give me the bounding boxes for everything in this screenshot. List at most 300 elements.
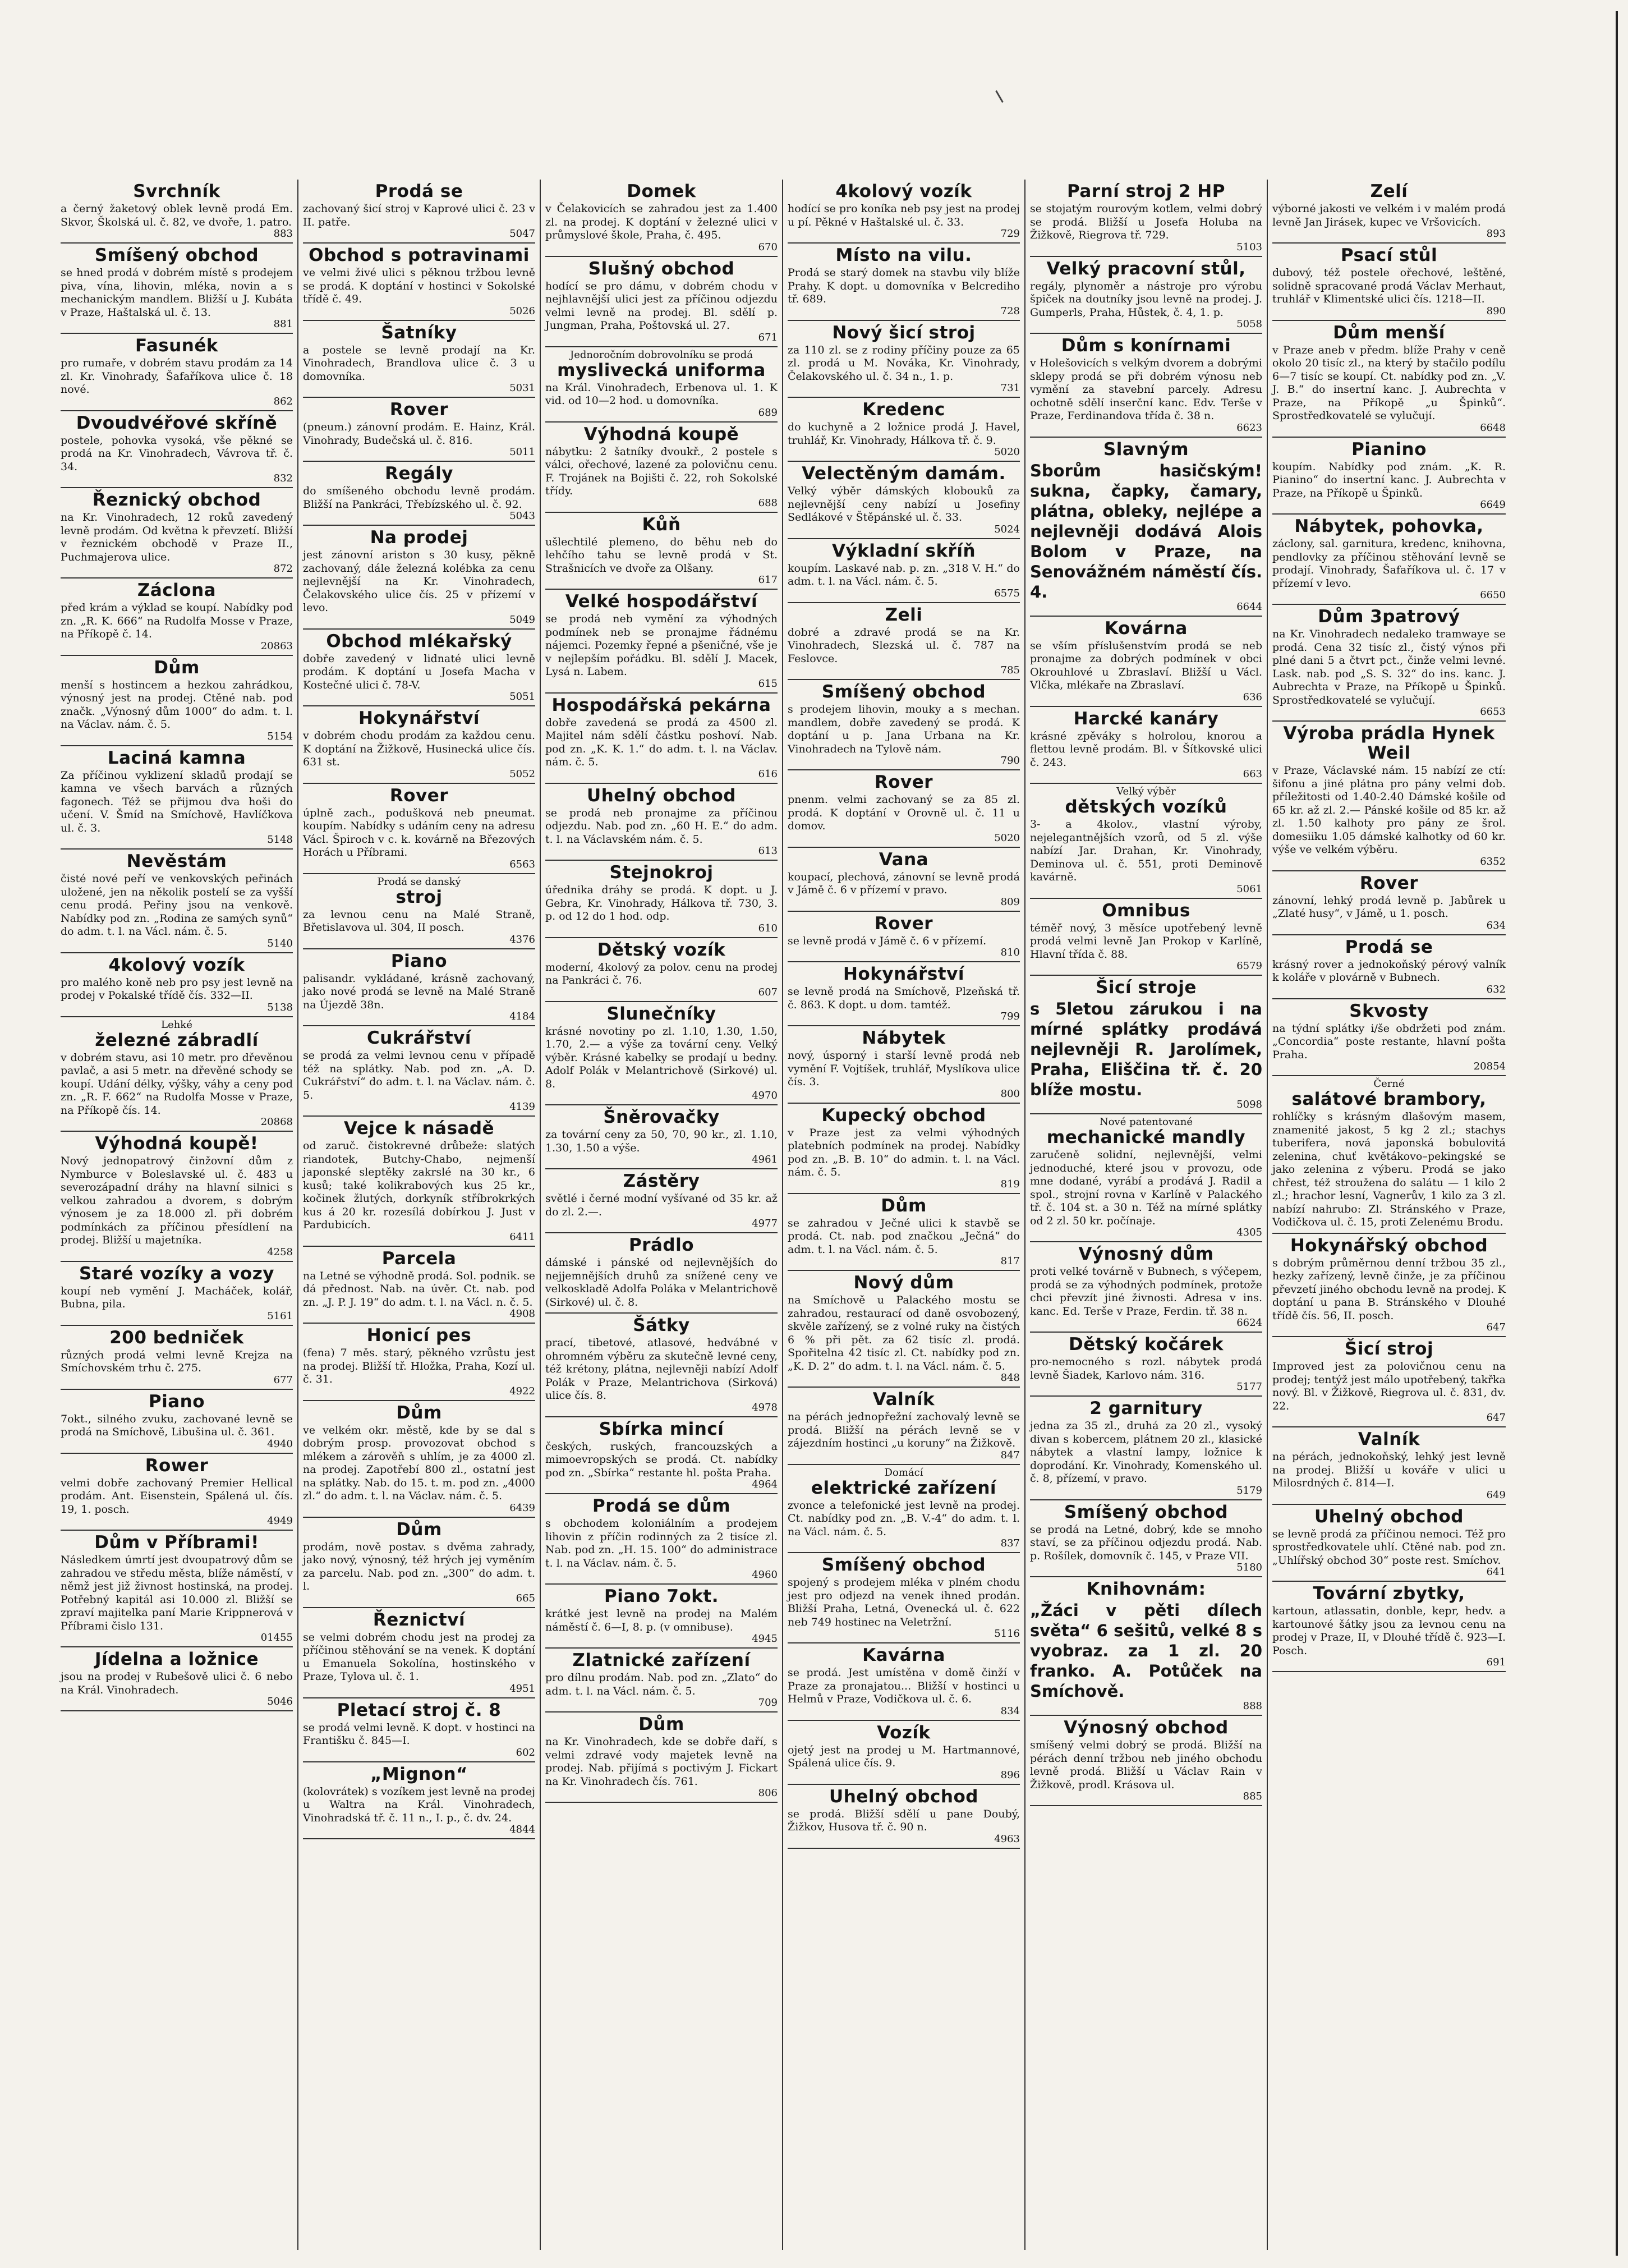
classified-ad <box>303 706 535 784</box>
ad-heading: 2 garnitury <box>1089 1398 1203 1418</box>
classified-ad <box>303 1698 535 1762</box>
ad-heading: Záclona <box>137 580 217 600</box>
ad-heading: Obchod mlékařský <box>326 631 512 651</box>
classified-ad <box>788 962 1020 1026</box>
ad-reference-number: 4964 <box>752 1479 778 1490</box>
ad-body: světlé i černé modní vyšívané od 35 kr. až do zl. 2.—. <box>545 1192 778 1218</box>
ad-reference-number: 5138 <box>267 1001 293 1013</box>
ad-body: pro dílnu prodám. Nab. pod zn. „Zlato“ do adm. t. l. na Václ. nám. č. 5. <box>545 1672 778 1697</box>
ad-body: koupí neb vymění J. Macháček, kolář, Bubna, pila. <box>61 1284 293 1310</box>
ad-heading: Honicí pes <box>366 1325 472 1346</box>
ad-heading: elektrické zařízení <box>811 1477 997 1498</box>
ad-heading: Zeli <box>885 604 923 625</box>
ad-display-text: Sborům hasičským! sukna, čapky, čamary, plátna, obleky, nejlépe a nejlevněji dodává Alois Bolom v Praze, na Senovážném náměstí čís. 4. <box>1030 461 1262 602</box>
ad-reference-number: 4922 <box>509 1385 535 1397</box>
ad-heading: Šněrovačky <box>603 1107 720 1127</box>
ad-heading: Výnosný obchod <box>1064 1718 1229 1738</box>
classified-ad <box>545 347 778 423</box>
classified-ad <box>303 1026 535 1117</box>
classified-ad <box>545 1585 778 1649</box>
ad-reference-number: 4184 <box>509 1011 535 1022</box>
ad-heading: Výkladní skříň <box>831 540 976 561</box>
ad-reference-number: 20854 <box>1473 1060 1506 1072</box>
ad-heading: Piano <box>390 951 448 971</box>
ad-reference-number: 5046 <box>267 1696 293 1707</box>
ad-body: jedna za 35 zl., druhá za 20 zl., vysoký divan s kobercem, plátnem 20 zl., klasické nábytek a vlastní lampy, ložnice k doprodání. Kr. Vinohrady, Komenského ul. č. 8, přízemí, v pravo. <box>1030 1420 1262 1485</box>
ad-body: prací, tibetové, atlasové, hedvábné v ohromném výběru za skutečně levné ceny, též krétony, plátna, nejlevněji nabízí Adolf Polák v Praze, Melantrichova (Sirková) ulice čís. 8. <box>545 1337 778 1402</box>
classified-ad <box>1030 707 1262 784</box>
classified-ad <box>788 1388 1020 1465</box>
ad-reference-number: 615 <box>758 677 778 690</box>
ad-reference-number: 607 <box>758 986 778 998</box>
ad-heading: Piano <box>148 1391 205 1412</box>
ad-reference-number: 4961 <box>752 1154 778 1165</box>
classified-ad <box>303 244 535 321</box>
ad-reference-number: 602 <box>516 1746 535 1759</box>
ad-reference-number: 729 <box>1000 228 1020 240</box>
classified-ad <box>303 1247 535 1324</box>
ad-heading: Hokynářství <box>843 964 964 984</box>
ad-body: Prodá se starý domek na stavbu vily blíže Prahy. K dopt. u domovníka v Belcrediho tř. 689. <box>788 267 1020 305</box>
ad-body: na pérách jednopřežní zachovalý levně se prodá. Bližší na pérách levně se v zájezdním hostinci „u koruny“ na Žižkově. <box>788 1411 1020 1449</box>
classified-ad <box>545 694 778 784</box>
ad-reference-number: 5098 <box>1236 1099 1262 1110</box>
ad-reference-number: 4305 <box>1236 1227 1262 1238</box>
ad-body: menší s hostincem a hezkou zahrádkou, výnosný jest na prodej. Ctěné nab. pod značk. „Výnosný dům 1000“ do adm. t. l. na Václav. nám. č. 5. <box>61 678 293 731</box>
ad-body: se prodá. Bližší sdělí u pane Doubý, Žižkov, Husova tř. č. 90 n. <box>788 1807 1020 1833</box>
classified-ad <box>545 1002 778 1106</box>
ad-heading: Vejce k násadě <box>343 1118 495 1138</box>
ad-reference-number: 636 <box>1243 691 1262 703</box>
classified-ad <box>788 1271 1020 1388</box>
ad-body: 7okt., silného zvuku, zachované levně se prodá na Smíchově, Libušina ul. č. 361. <box>61 1412 293 1438</box>
ad-body: za tovární ceny za 50, 70, 90 kr., zl. 1.10, 1.30, 1.50 a výše. <box>545 1128 778 1154</box>
classified-ad <box>303 1117 535 1247</box>
ad-heading: Slunečníky <box>606 1003 716 1024</box>
ad-reference-number: 709 <box>758 1697 778 1709</box>
ad-heading: Výnosný dům <box>1078 1244 1214 1264</box>
ad-heading: Prodá se dům <box>592 1496 731 1516</box>
ad-body: s dobrým průměrnou denní tržbou 35 zl., hezky zařízený, levně činže, je za příčinou převzetí jiného obchodu levně na prodej. K doptání u pana B. Stránského v Dlouhé třídě čís. 56, II. posch. <box>1272 1256 1506 1322</box>
ad-reference-number: 4963 <box>994 1833 1020 1845</box>
ad-heading: dětských vozíků <box>1065 797 1227 817</box>
ad-body: ve velkém okr. městě, kde by se dal s dobrým prosp. provozovat obchod s mlékem a zárověň s uhlím, je za 4000 zl. na prodej. Zapotřebí 800 zl., ostatní jest na splátky. Nab. do 15. t. m. pod zn. „4000 zl.“ do adm. t. l. na Václav. nám. č. 5. <box>303 1424 535 1502</box>
ad-body: na Kr. Vinohradech, 12 roků zavedený levně prodám. Od května k převzetí. Bližší v řeznickém obchodě v Praze II., Puchmajerova ulice. <box>61 511 293 563</box>
ad-preheading: Lehké <box>161 1018 192 1031</box>
ad-body: rohlíčky s krásným dlašovým masem, znamenité jakost, 5 kg 2 zl.; stachys tuberifera, nová japonská bobulovitá zelenina, chuť květákovo–pekingské se jako zelenina z výberu. Prodá se jako chřest, též stroužena do salátu — 1 kilo 2 zl.; hrachor lesní, Vagnerův, 1 kilo za 3 zl. nabízí nahrubo: Zl. Stránského v Praze, Vodičkova ul. č. 15, proti Zelenému Brodu. <box>1272 1110 1506 1228</box>
ad-reference-number: 5052 <box>509 768 535 780</box>
ad-reference-number: 677 <box>273 1374 293 1386</box>
classified-ad <box>545 1314 778 1417</box>
classified-ad <box>1030 334 1262 438</box>
ad-reference-number: 691 <box>1486 1656 1506 1668</box>
ad-heading: Dětský vozík <box>597 939 726 960</box>
ad-body: se velmi dobrém chodu jest na prodej za příčinou stěhování se na venek. K doptání u Emanuela Sokolína, hostinského v Praze, Tylova ul. č. 1. <box>303 1631 535 1683</box>
classified-ad <box>1272 605 1506 722</box>
ad-reference-number: 5024 <box>994 523 1020 535</box>
classified-ad <box>61 953 293 1017</box>
ad-column-1 <box>56 180 298 2250</box>
classified-ad <box>1030 1577 1262 1716</box>
ad-body: koupací, plechová, zánovní se levně prodá v Jámě č. 6 v přízemí v pravo. <box>788 870 1020 896</box>
ad-body: do kuchyně a 2 ložnice prodá J. Havel, truhlář, Kr. Vinohrady, Hálkova tř. č. 9. <box>788 421 1020 447</box>
ad-reference-number: 5020 <box>994 446 1020 458</box>
ad-heading: Kupecký obchod <box>821 1105 986 1126</box>
classified-ad <box>61 1132 293 1262</box>
ad-reference-number: 689 <box>758 406 778 419</box>
ad-heading: Nábytek, pohovka, <box>1294 516 1484 536</box>
ad-body: dobře zavedený v lidnaté ulici levně prodám. K doptání u Josefa Macha v Kostečné ulici č. 78-V. <box>303 652 535 691</box>
ad-body: krásné zpěváky s holrolou, knorou a flettou levně prodám. Bl. v Šítkovské ulici č. 243. <box>1030 729 1262 769</box>
ad-body: s obchodem koloniálním a prodejem lihovin z příčin rodinných za 2 tisíce zl. Nab. pod zn. „H. 15. 100“ do administrace t. l. na Václav. nám. č. 5. <box>545 1517 778 1569</box>
classified-ad <box>61 488 293 579</box>
ad-reference-number: 6579 <box>1236 960 1262 972</box>
ad-reference-number: 4970 <box>752 1090 778 1101</box>
ad-heading: „Mignon“ <box>370 1764 468 1784</box>
ad-reference-number: 20868 <box>260 1116 293 1128</box>
classified-ad <box>788 321 1020 398</box>
ad-reference-number: 6644 <box>1236 600 1262 613</box>
ad-body: pnenm. velmi zachovaný se za 85 zl. prodá. K doptání v Orovně ul. č. 11 u domov. <box>788 793 1020 832</box>
ad-reference-number: 4977 <box>752 1218 778 1229</box>
ad-reference-number: 5011 <box>509 446 535 458</box>
ad-heading: Valník <box>1358 1429 1420 1449</box>
ad-reference-number: 896 <box>1000 1769 1020 1781</box>
ad-body: se prodá. Jest umístěna v domě činží v Praze za pronajatou... Bližší v hostinci u Helmů v Praze, Vodičkova ul. č. 6. <box>788 1666 1020 1705</box>
ad-reference-number: 862 <box>273 395 293 407</box>
ad-body: se hned prodá v dobrém místě s prodejem piva, vína, lihovin, mléka, novin a s mechanickým mandlem. Bližší u J. Kubáta v Praze, Haštalská ul. č. 13. <box>61 267 293 319</box>
classified-ad <box>61 1454 293 1531</box>
ad-heading: Uhelný obchod <box>829 1786 978 1807</box>
ad-preheading: Velký výběr <box>1116 786 1176 797</box>
ad-heading: Rover <box>874 913 933 934</box>
classified-ad <box>788 1465 1020 1554</box>
classified-ad <box>1272 1427 1506 1505</box>
classified-ad <box>303 874 535 949</box>
ad-reference-number: 671 <box>758 331 778 343</box>
ad-body: Následkem úmrtí jest dvoupatrový dům se zahradou ve středu města, blíže náměstí, v němž jest již živnost hostinská, na prodej. Potřebný kapitál asi 10.000 zl. Bližší se zpraví majitelka paní Marie Krippnerová v Příbrami čislo 131. <box>61 1554 293 1632</box>
ad-heading: Na prodej <box>370 527 468 548</box>
ad-reference-number: 641 <box>1486 1566 1506 1578</box>
ad-heading: stroj <box>395 887 443 907</box>
ad-heading: Výroba prádla Hynek Weil <box>1283 723 1495 763</box>
ad-body: čisté nové peří ve venkovských peřinách uložené, jen na několik postelí se za vyšší cenu prodá. Peřiny jsou na venkově. Nabídky pod zn. „Rodina ze samých synů“ do adm. t. l. na Václ. nám. č. 5. <box>61 873 293 938</box>
classified-ad <box>788 680 1020 770</box>
classified-ad <box>1272 515 1506 605</box>
ad-heading: Dům <box>396 1519 442 1540</box>
classified-ad <box>788 398 1020 462</box>
ad-body: regály, plynoměr a nástroje pro výrobu špiček na doutníky jsou levně na prodej. J. Gumperls, Praha, Hůstek, č. 4, 1. p. <box>1030 279 1262 319</box>
ad-body: se stojatým rourovým kotlem, velmi dobrý se prodá. Bližší u Josefa Holuba na Žižkově, Riegrova tř. 729. <box>1030 203 1262 241</box>
classified-ad <box>61 1017 293 1132</box>
ad-body: Improved jest za polovičnou cenu na prodej; tentýž jest málo upotřebený, takřka nový. Bl. v Žižkově, Riegrova ul. č. 831, dv. 22. <box>1272 1360 1506 1412</box>
classified-ad <box>788 180 1020 244</box>
ad-body: s prodejem lihovin, mouky a s mechan. mandlem, dobře zavedený se prodá. K doptání u p. Jana Urbana na Kr. Vinohradech na Tylově nám. <box>788 703 1020 755</box>
ad-reference-number: 731 <box>1000 382 1020 394</box>
classified-ad <box>788 462 1020 539</box>
ad-heading: Parcela <box>381 1248 457 1269</box>
ad-body: českých, ruských, francouzských a mimoevropských se prodá. Ct. nabídky pod zn. „Sbírka“ restante hl. pošta Praha. <box>545 1440 778 1479</box>
ad-body: zaručeně solidní, nejlevnější, velmi jednoduché, které jsou v provozu, ode mne dodané, vyrábí a prodává J. Radil a spol., strojní rovna v Karlíně v Palackého tř. č. 104 st. a 30 n. Též na mírné splátky od 2 zl. 50 kr. počínaje. <box>1030 1149 1262 1227</box>
ad-body: nový, úsporný i starší levně prodá neb vymění F. Vojtíšek, truhlář, Myslíkova ulice čís. 3. <box>788 1049 1020 1088</box>
ad-heading: Uhelný obchod <box>587 785 736 806</box>
ad-body: se levně prodá na Smíchově, Plzeňská tř. č. 863. K dopt. u dom. tamtéž. <box>788 985 1020 1011</box>
classified-ad <box>303 1608 535 1698</box>
ad-heading: Kavárna <box>862 1645 945 1665</box>
ad-heading: Jídelna a ložnice <box>94 1649 259 1669</box>
classified-ad <box>61 746 293 850</box>
ad-reference-number: 670 <box>758 241 778 253</box>
ad-reference-number: 881 <box>273 318 293 330</box>
ad-body: 3- a 4kolov., vlastní výroby, nejelegantnějších vzorů, od 5 zl. výše nabízí Jar. Drahan, Kr. Vinohrady, Deminova ul. č. 551, proti Deminově kavárně. <box>1030 818 1262 883</box>
ad-body: téměř nový, 3 měsíce upotřebený levně prodá velmi levně Jan Prokop v Karlíně, Hlavní třída č. 88. <box>1030 921 1262 961</box>
ad-reference-number: 4908 <box>509 1308 535 1320</box>
ad-body: se prodá za velmi levnou cenu v případě též na splátky. Nab. pod zn. „A. D. Cukrářství“ do adm. t. l. na Václav. nám. č. 5. <box>303 1049 535 1101</box>
classified-ad <box>1030 784 1262 899</box>
ad-heading: Dětský kočárek <box>1069 1334 1224 1355</box>
ad-heading: Slavným <box>1103 439 1189 460</box>
ad-heading: Řeznictví <box>372 1609 466 1630</box>
print-mark <box>995 90 1004 103</box>
ad-reference-number: 837 <box>1000 1537 1020 1549</box>
ad-heading: Šátky <box>633 1315 690 1335</box>
ad-heading: Dům <box>881 1195 927 1216</box>
ad-heading: Vana <box>879 849 929 870</box>
ad-heading: Laciná kamna <box>107 747 246 768</box>
ad-preheading: Domácí <box>884 1466 923 1479</box>
classified-ad <box>1030 1500 1262 1578</box>
ad-reference-number: 799 <box>1000 1011 1020 1022</box>
ad-preheading: Jednoročním dobrovolníku se prodá <box>570 348 753 361</box>
ad-body: v Čelakovicích se zahradou jest za 1.400 zl. na prodej. K doptání v železné ulici v průmyslové škole, Praha, č. 495. <box>545 203 778 241</box>
ad-heading: Dvoudvéřové skříně <box>76 412 278 433</box>
ad-body: v dobrém stavu, asi 10 metr. pro dřevěnou pavlač, a asi 5 metr. na dřevěné schody se koupí. Udání délky, výšky, váhy a ceny pod zn. „R. F. 662“ na Rudolfa Mosse v Praze, na Příkopě čís. 14. <box>61 1051 293 1117</box>
ad-body: se levně prodá v Jámě č. 6 v přízemí. <box>788 934 987 947</box>
ad-heading: Výhodná koupě <box>583 424 739 444</box>
ad-heading: Nevěstám <box>126 851 227 871</box>
ad-body: dámské i pánské od nejlevnějších do nejjemnějších druhů za snížené ceny ve velkoskladě Adolfa Poláka v Melantrichově (Sirkové) ul. č. 8. <box>545 1256 778 1309</box>
ad-heading: Fasunék <box>135 336 218 356</box>
ad-reference-number: 5026 <box>509 305 535 317</box>
ad-body: ojetý jest na prodej u M. Hartmannové, Spálená ulice čís. 9. <box>788 1743 1020 1769</box>
classified-ad <box>788 1026 1020 1104</box>
classified-ad <box>1272 180 1506 244</box>
ad-reference-number: 5051 <box>509 691 535 703</box>
ad-heading: Smíšený obchod <box>1064 1502 1229 1522</box>
classified-ad <box>61 656 293 746</box>
ad-reference-number: 5161 <box>267 1310 293 1322</box>
classified-ad <box>788 1194 1020 1271</box>
ad-body: v Praze, Václavské nám. 15 nabízí ze ctí: šifonu a jiné plátna pro pány velmi dob. příležitosti od 1.40-2.40 Dámské košile od 65 kr. až zl. 2.— Pánské košile od 85 kr. až zl. 1.50 kalhoty pro pány ze šrol. domesiiku 1.05 dámské kalhotky od 60 kr. výše ve velkém výběru. <box>1272 764 1506 856</box>
ad-body: spojený s prodejem mléka v plném chodu jest pro odjezd na venek ihned prodán. Bližší Praha, Letná, Ovenecká ul. č. 622 neb 749 hostinec na Veletržní. <box>788 1576 1020 1628</box>
ad-heading: Omnibus <box>1102 900 1190 921</box>
ad-reference-number: 890 <box>1486 305 1506 317</box>
ad-column-3 <box>541 180 783 2250</box>
ad-reference-number: 847 <box>1000 1449 1020 1461</box>
ad-reference-number: 6623 <box>1236 421 1262 434</box>
classified-ad <box>788 912 1020 963</box>
ad-reference-number: 785 <box>1000 664 1020 676</box>
ad-body: ušlechtilé plemeno, do běhu neb do lehčího tahu se levně prodá v St. Strašnicích ve dvoře za Olšany. <box>545 535 778 575</box>
classified-ad <box>303 949 535 1027</box>
ad-reference-number: 5061 <box>1236 883 1262 895</box>
ad-reference-number: 4951 <box>509 1682 535 1695</box>
ad-body: v Holešovicích s velkým dvorem a dobrými sklepy prodá se při dobrém výnosu neb vymění za stavební parcely. Adresu ochotně sdělí inserční kanc. Edv. Terše v Praze, Ferdinandova třída č. 38 n. <box>1030 357 1262 422</box>
classified-ad <box>1030 899 1262 976</box>
ad-reference-number: 6648 <box>1480 421 1506 434</box>
ad-heading: Rover <box>1359 873 1419 893</box>
ad-body: se prodá na Letné, dobrý, kde se mnoho staví, se za příčinou odjezdu prodá. Nab. p. Rošílek, domovník č. 145, v Praze VII. <box>1030 1523 1262 1562</box>
ad-preheading: Černé <box>1373 1078 1405 1090</box>
ad-reference-number: 4960 <box>752 1569 778 1581</box>
ad-heading: Skvosty <box>1349 1000 1429 1021</box>
ad-body: dobře zavedená se prodá za 4500 zl. Majitel nám sdělí částku poshoví. Nab. pod zn. „K. K. 1.“ do adm. t. l. na Václav. nám. č. 5. <box>545 716 778 768</box>
ad-heading: Dům menší <box>1333 322 1445 343</box>
ad-heading: Svrchník <box>133 181 220 201</box>
ad-body: krásné novotiny po zl. 1.10, 1.30, 1.50, 1.70, 2.— a výše za tovární ceny. Velký výběr. Krásné kabelky se prodají u bedny. Adolf Polák v Melantrichově (Sirkové) ul. 8. <box>545 1025 778 1090</box>
ad-reference-number: 4844 <box>509 1824 535 1835</box>
classified-ad <box>303 1401 535 1518</box>
ad-heading: Velké hospodářství <box>565 591 758 612</box>
classified-ad <box>61 579 293 656</box>
ad-reference-number: 809 <box>1000 896 1020 908</box>
classified-ads-grid <box>56 180 1515 2250</box>
ad-reference-number: 5031 <box>509 382 535 394</box>
classified-ad <box>303 462 535 526</box>
ad-body: dobré a zdravé prodá se na Kr. Vinohradech, Slezská ul. č. 787 na Feslovce. <box>788 626 1020 665</box>
ad-body: prodám, nově postav. s dvěma zahrady, jako nový, výnosný, též hrých jej vyměním za parcelu. Nab. pod zn. „300“ do adm. t. l. <box>303 1540 535 1592</box>
ad-reference-number: 5043 <box>509 510 535 522</box>
ad-body: za 110 zl. se z rodiny příčiny pouze za 65 zl. prodá u M. Nováka, Kr. Vinohrady, Čelakovského ul. č. 34 n., 1. p. <box>788 343 1020 383</box>
ad-reference-number: 832 <box>273 472 293 484</box>
ad-heading: Kredenc <box>862 400 945 420</box>
ad-body: se vším příslušenstvím prodá se neb pronajme za dobrých podmínek v obci Okrouhlové u Zbraslaví. Bližší u Václ. Vlčka, mlékaře na Zbraslaví. <box>1030 639 1262 691</box>
ad-body: se levně prodá za příčinou nemoci. Též pro sprostředkovatele uhlí. Ctěné nab. pod zn. „Uhlířský obchod 30“ poste rest. Smíchov. <box>1272 1527 1506 1567</box>
ad-body: a postele se levně prodají na Kr. Vinohradech, Brandlova ulice č. 3 u domovníka. <box>303 343 535 383</box>
ad-display-text: „Žáci v pěti dílech světa“ 6 sešitů, velké 8 s vyobraz. za 1 zl. 20 franko. A. Potůček na Smíchově. <box>1030 1601 1262 1701</box>
ad-heading: Kůň <box>642 514 681 535</box>
classified-ad <box>788 1785 1020 1849</box>
ad-heading: Zelí <box>1370 181 1408 201</box>
classified-ad <box>61 1326 293 1390</box>
ad-reference-number: 883 <box>273 228 293 240</box>
ad-reference-number: 5179 <box>1236 1484 1262 1496</box>
ad-body: palisandr. vykládané, krásně zachovaný, jako nové prodá se levně na Malé Straně na Újezdě 38n. <box>303 972 535 1011</box>
ad-heading: Obchod s potravinami <box>309 245 530 265</box>
ad-reference-number: 6439 <box>509 1502 535 1514</box>
ad-reference-number: 6411 <box>509 1231 535 1243</box>
ad-body: velmi dobře zachovaný Premier Hellical prodám. Ant. Eisenstein, Spálená ul. čís. 19, 1. posch. <box>61 1476 293 1516</box>
classified-ad <box>303 1762 535 1840</box>
classified-ad <box>545 257 778 347</box>
ad-reference-number: 817 <box>1000 1255 1020 1267</box>
ad-heading: Nový dům <box>853 1273 954 1293</box>
ad-body: hodící se pro koníka neb psy jest na prodej u pí. Pěkné v Haštalské ul. č. 33. <box>788 203 1020 228</box>
ad-body: pro rumaře, v dobrém stavu prodám za 14 zl. Kr. Vinohrady, Šafaříkova ulice č. 18 nové. <box>61 357 293 396</box>
ad-body: kartoun, atlassatin, donble, kepr, hedv. a kartounové šátky jsou za levnou cenu na prodej v Praze, II, v Dlouhé třídě č. 923—I. Posch. <box>1272 1605 1506 1657</box>
ad-heading: salátové brambory, <box>1291 1089 1487 1109</box>
ad-reference-number: 688 <box>758 497 778 509</box>
ad-reference-number: 6352 <box>1480 855 1506 867</box>
ad-heading: Smíšený obchod <box>94 245 259 265</box>
ad-body: nábytku: 2 šatníky dvoukř., 2 postele s válci, ořechové, lazené za polovičnu cenu. F. Trojánek na Bojišti č. 22, roh Sokolské třídy. <box>545 445 778 497</box>
ad-heading: Výhodná koupě! <box>95 1133 259 1154</box>
ad-reference-number: 4258 <box>267 1246 293 1258</box>
ad-heading: Sbírka mincí <box>599 1418 724 1439</box>
ad-reference-number: 5116 <box>994 1628 1020 1640</box>
classified-ad <box>1272 438 1506 515</box>
ad-body: proti velké továrně v Bubnech, s výčepem, prodá se za výhodných podmínek, protože chci převzít jiné živnosti. Adresa v ins. kanc. Ed. Terše v Praze, Ferdin. tř. 38 n. <box>1030 1265 1262 1317</box>
classified-ad <box>545 1417 778 1495</box>
classified-ad <box>545 513 778 590</box>
ad-heading: Parní stroj 2 HP <box>1067 181 1225 201</box>
ad-heading: Velký pracovní stůl, <box>1046 258 1246 279</box>
ad-display-text: s 5letou zárukou i na mírné splátky prodává nejlevněji R. Jarolímek, Praha, Eliščina tř. č. 20 blíže mostu. <box>1030 999 1262 1099</box>
ad-reference-number: 01455 <box>260 1632 293 1643</box>
classified-ad <box>788 1104 1020 1194</box>
ad-body: Za příčinou vyklizení skladů prodají se kamna ve všech barvách a různých fagonech. Též se přijmou dva hoši do učení. V. Šmíd na Smíchově, Havlíčkova ul. č. 3. <box>61 769 293 834</box>
ad-reference-number: 6563 <box>509 858 535 870</box>
classified-ad <box>1272 244 1506 321</box>
ad-heading: Knihovnám: <box>1086 1579 1206 1599</box>
ad-heading: Dům <box>396 1402 442 1423</box>
ad-heading: Dům s konírnami <box>1061 336 1231 356</box>
ad-body: dubový, též postele ořechové, leštěné, solidně spracované prodá Václav Merhaut, truhlář v Klimentské ulici čís. 1218—II. <box>1272 267 1506 305</box>
ad-heading: Stejnokroj <box>609 862 714 883</box>
ad-body: na Smíchově u Palackého mostu se zahradou, restaurací od daně osvobozený, skvěle zařízený, se z volné ruky na čistých 6 % při pět. za 62 tisíc zl. prodá. Spořitelna 42 tisíc zl. Ct. nabídky pod zn. „K. D. 2“ do adm. t. l. na Václ. nám. č. 5. <box>788 1294 1020 1372</box>
ad-body: záclony, sal. garnitura, kredenc, knihovna, pendlovky za příčinou stěhování levně se prodají. Vinohrady, Šafaříkova ul. č. 17 v přízemí v levo. <box>1272 538 1506 590</box>
ad-body: do smíšeného obchodu levně prodám. Bližší na Pankráci, Třebízského ul. č. 92. <box>303 485 535 511</box>
ad-reference-number: 5103 <box>1236 241 1262 253</box>
classified-ad <box>61 244 293 334</box>
ad-body: se zahradou v Ječné ulici k stavbě se prodá. Ct. nab. pod značkou „Ječná“ do adm. t. l. na Václ. nám. č. 5. <box>788 1216 1020 1256</box>
ad-heading: Domek <box>627 181 696 201</box>
ad-column-6 <box>1268 180 1510 2250</box>
ad-body: v dobrém chodu prodám za každou cenu. K doptání na Žižkově, Husinecká ulice čís. 631 st. <box>303 729 535 768</box>
ad-heading: Pletací stroj č. 8 <box>337 1700 502 1720</box>
ad-preheading: Prodá se danský <box>377 875 461 888</box>
classified-ad <box>788 848 1020 912</box>
ad-heading: Dům 3patrový <box>1318 607 1460 627</box>
ad-heading: 4kolový vozík <box>108 954 245 975</box>
ad-reference-number: 834 <box>1000 1705 1020 1717</box>
ad-reference-number: 806 <box>758 1787 778 1799</box>
classified-ad <box>788 1721 1020 1785</box>
classified-ad <box>1272 999 1506 1077</box>
classified-ad <box>61 1262 293 1326</box>
ad-heading: Rower <box>145 1455 209 1476</box>
ad-reference-number: 5154 <box>267 730 293 742</box>
ad-body: jsou na prodej v Rubešově ulici č. 6 nebo na Král. Vinohradech. <box>61 1670 293 1696</box>
classified-ad <box>1272 1505 1506 1582</box>
classified-ad <box>1030 1333 1262 1397</box>
classified-ad <box>545 1233 778 1314</box>
classified-ad <box>1272 321 1506 438</box>
classified-ad <box>303 180 535 244</box>
ad-body: Velký výběr dámských klobouků za nejlevnější ceny nabízí u Josefiny Sedlákové v Štěpánské ul. č. 33. <box>788 485 1020 524</box>
classified-ad <box>1272 871 1506 935</box>
ad-heading: Hospodářská pekárna <box>551 695 771 715</box>
ad-body: zvonce a telefonické jest levně na prodej. Ct. nabídky pod zn. „B. V.-4“ do adm. t. l. na Václ. nám. č. 5. <box>788 1499 1020 1538</box>
classified-ad <box>545 590 778 694</box>
ad-body: moderní, 4kolový za polov. cenu na prodej na Pankráci č. 76. <box>545 961 778 986</box>
ad-heading: Staré vozíky a vozy <box>79 1263 274 1284</box>
ad-body: v Praze aneb v předm. blíže Prahy v ceně okolo 20 tisíc zl., na který by stačilo podílu 6—7 tisíc se koupí. Ct. nabídky pod zn. „V. J. B.“ do insertní kanc. J. Aubrechta v Praze, na Příkopě „u Špinků“. Sprostředkovatelé se vylučují. <box>1272 343 1506 422</box>
ad-heading: Smíšený obchod <box>821 682 986 702</box>
ad-reference-number: 728 <box>1000 305 1020 317</box>
ad-heading: Vozík <box>877 1722 931 1743</box>
ad-reference-number: 800 <box>1000 1087 1020 1100</box>
